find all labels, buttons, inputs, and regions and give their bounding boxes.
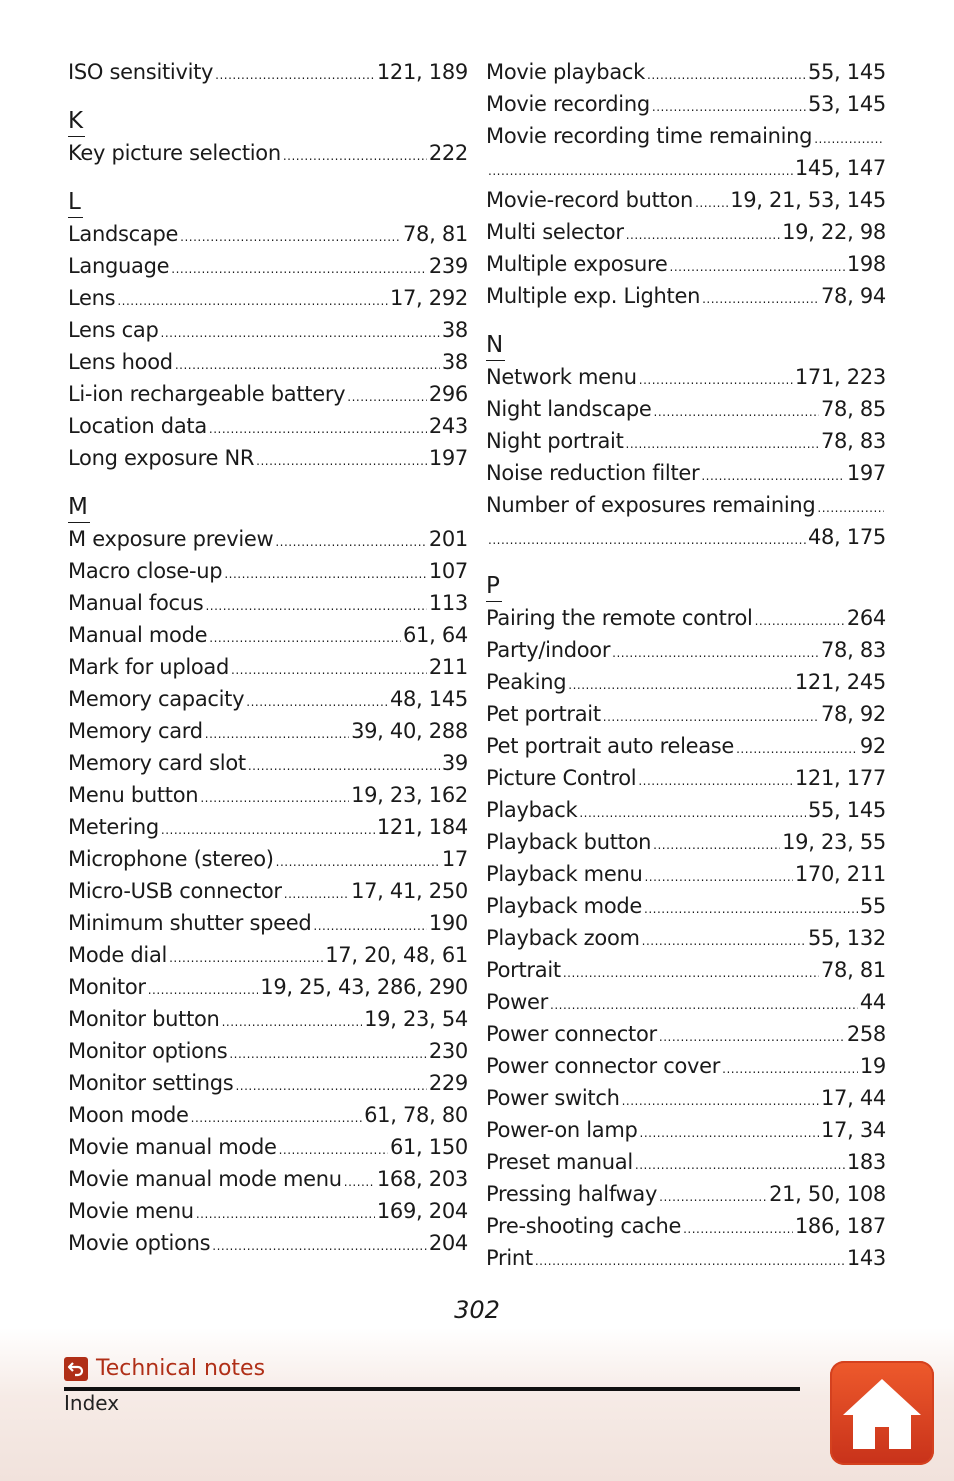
index-page-refs[interactable]: 61, 78, 80 [364, 1103, 468, 1127]
index-term: Moon mode [68, 1103, 189, 1127]
index-letter-label: K [68, 106, 85, 137]
index-entry-movie-options[interactable] [68, 1227, 468, 1259]
index-page-refs[interactable]: 17, 41, 250 [351, 879, 468, 903]
index-term: Microphone (stereo) [68, 847, 274, 871]
index-page-refs[interactable]: 55, 132 [807, 926, 886, 950]
page-number: 302 [454, 1296, 500, 1324]
index-term: Lens hood [68, 350, 173, 374]
index-page-refs[interactable]: 211 [428, 655, 468, 679]
dot-leader [196, 1198, 375, 1230]
index-term: Number of exposures remaining [486, 493, 816, 517]
index-letter-label: N [486, 330, 505, 361]
index-page-refs[interactable]: 61, 150 [389, 1135, 468, 1159]
dot-leader [535, 1245, 845, 1277]
index-term: Portrait [486, 958, 561, 982]
index-letter-heading [486, 553, 886, 602]
index-term: Macro close-up [68, 559, 223, 583]
index-entry-monitor[interactable] [68, 971, 468, 1003]
index-entry-long-exposure-nr[interactable] [68, 442, 468, 474]
index-entry-movie-menu[interactable] [68, 1195, 468, 1227]
index-term: Pairing the remote control [486, 606, 753, 630]
index-term: Movie manual mode [68, 1135, 277, 1159]
index-entry-portrait[interactable] [486, 954, 886, 986]
index-letter-heading [68, 169, 468, 218]
index-entry-continuation[interactable] [486, 152, 886, 184]
dot-leader [626, 219, 780, 251]
index-page-refs[interactable]: 183 [846, 1150, 886, 1174]
index-page-refs[interactable]: 55, 145 [807, 60, 886, 84]
dot-leader [276, 846, 440, 878]
index-entry-lens[interactable] [68, 282, 468, 314]
dot-leader [229, 1038, 426, 1070]
index-page-refs[interactable]: 38 [441, 318, 468, 342]
dot-leader [212, 1230, 427, 1262]
footer-divider [64, 1387, 800, 1391]
dot-leader [169, 942, 323, 974]
dot-leader [256, 445, 427, 477]
index-entry-li-ion-rechargeable-battery[interactable] [68, 378, 468, 410]
dot-leader [161, 814, 375, 846]
index-page-refs[interactable]: 222 [428, 141, 468, 165]
index-term: ISO sensitivity [68, 60, 214, 84]
index-page-refs[interactable]: 48, 175 [807, 525, 886, 549]
index-term: Manual mode [68, 623, 208, 647]
index-page-refs[interactable]: 121, 177 [794, 766, 886, 790]
home-icon [839, 1373, 925, 1453]
index-entry-night-landscape[interactable] [486, 393, 886, 425]
index-page-refs[interactable]: 19, 22, 98 [782, 220, 886, 244]
index-entry-movie-recording[interactable] [486, 88, 886, 120]
index-entry-movie-record-button[interactable] [486, 184, 886, 216]
index-entry-number-of-exposures-remaining[interactable] [486, 489, 886, 521]
index-term: Micro-USB connector [68, 879, 282, 903]
index-term: Menu button [68, 783, 199, 807]
index-term: Long exposure NR [68, 446, 255, 470]
index-entry-manual-focus[interactable] [68, 587, 468, 619]
index-letter-label: P [486, 571, 502, 602]
index-term: Pet portrait [486, 702, 601, 726]
index-term: Minimum shutter speed [68, 911, 312, 935]
dot-leader [235, 1070, 426, 1102]
index-entry-lens-hood[interactable] [68, 346, 468, 378]
index-entry-power-on-lamp[interactable] [486, 1114, 886, 1146]
index-page-refs[interactable]: 19, 21, 53, 145 [730, 188, 886, 212]
index-term: M exposure preview [68, 527, 274, 551]
dot-leader [622, 1085, 819, 1117]
index-entry-pet-portrait-auto-release[interactable] [486, 730, 886, 762]
index-letter-heading [486, 312, 886, 361]
index-page-refs[interactable]: 190 [428, 911, 468, 935]
index-entry-location-data[interactable] [68, 410, 468, 442]
index-entry-party-indoor[interactable] [486, 634, 886, 666]
index-entry-monitor-button[interactable] [68, 1003, 468, 1035]
dot-leader [488, 155, 793, 187]
index-entry-moon-mode[interactable] [68, 1099, 468, 1131]
index-page-refs[interactable]: 17, 44 [821, 1086, 886, 1110]
index-page-refs[interactable]: 121, 189 [376, 60, 468, 84]
index-entry-memory-capacity[interactable] [68, 683, 468, 715]
index-term: Memory capacity [68, 687, 245, 711]
dot-leader [550, 989, 858, 1021]
dot-leader [347, 381, 427, 413]
index-entry-microphone-stereo[interactable] [68, 843, 468, 875]
index-term: Power [486, 990, 548, 1014]
dot-leader [702, 283, 819, 315]
index-entry-monitor-settings[interactable] [68, 1067, 468, 1099]
index-entry-memory-card[interactable] [68, 715, 468, 747]
dot-leader [638, 765, 793, 797]
dot-leader [344, 1166, 375, 1198]
index-page-refs[interactable]: 17, 20, 48, 61 [325, 943, 468, 967]
dot-leader [670, 251, 845, 283]
index-entry-movie-recording-time-remaining[interactable] [486, 120, 886, 152]
index-term: Movie menu [68, 1199, 194, 1223]
current-page-label: Index [64, 1391, 120, 1415]
dot-leader [755, 605, 845, 637]
index-entry-power-switch[interactable] [486, 1082, 886, 1114]
index-term: Multiple exp. Lighten [486, 284, 701, 308]
index-page-refs[interactable]: 243 [428, 414, 468, 438]
dot-leader [171, 253, 427, 285]
index-entry-playback-button[interactable] [486, 826, 886, 858]
footer-background [0, 1328, 954, 1481]
index-term: Language [68, 254, 170, 278]
dot-leader [209, 413, 427, 445]
index-entry-pre-shooting-cache[interactable] [486, 1210, 886, 1242]
index-page-refs[interactable]: 38 [441, 350, 468, 374]
index-entry-peaking[interactable] [486, 666, 886, 698]
index-term: Noise reduction filter [486, 461, 700, 485]
dot-leader [148, 974, 259, 1006]
dot-leader [563, 957, 819, 989]
index-entry-preset-manual[interactable] [486, 1146, 886, 1178]
index-entry-language[interactable] [68, 250, 468, 282]
index-page-refs[interactable]: 168, 203 [376, 1167, 468, 1191]
index-page-refs[interactable]: 170, 211 [794, 862, 886, 886]
index-entry-minimum-shutter-speed[interactable] [68, 907, 468, 939]
index-term: Picture Control [486, 766, 637, 790]
index-term: Playback button [486, 830, 652, 854]
index-term: Li-ion rechargeable battery [68, 382, 346, 406]
dot-leader [654, 396, 819, 428]
index-term: Lens [68, 286, 116, 310]
index-term: Pet portrait auto release [486, 734, 735, 758]
index-entry-key-picture-selection[interactable] [68, 137, 468, 169]
index-term: Memory card [68, 719, 203, 743]
index-term: Pre-shooting cache [486, 1214, 682, 1238]
index-entry-iso-sensitivity[interactable] [68, 56, 468, 88]
index-term: Movie options [68, 1231, 211, 1255]
dot-leader [612, 637, 819, 669]
index-letter-heading [68, 474, 468, 523]
index-letter-label: M [68, 492, 90, 523]
dot-leader [205, 718, 349, 750]
index-term: Power-on lamp [486, 1118, 638, 1142]
index-entry-playback-zoom[interactable] [486, 922, 886, 954]
index-term: Location data [68, 414, 207, 438]
index-page-refs[interactable]: 48, 145 [389, 687, 468, 711]
index-entry-power-connector-cover[interactable] [486, 1050, 886, 1082]
index-term: Power connector [486, 1022, 657, 1046]
index-entry-multiple-exp-lighten[interactable] [486, 280, 886, 312]
index-page-refs[interactable]: 78, 81 [821, 958, 886, 982]
index-term: Party/indoor [486, 638, 611, 662]
dot-leader [248, 750, 440, 782]
index-term: Preset manual [486, 1150, 633, 1174]
index-entry-playback-menu[interactable] [486, 858, 886, 890]
dot-leader [642, 925, 806, 957]
index-entry-pet-portrait[interactable] [486, 698, 886, 730]
index-page-refs[interactable]: 39, 40, 288 [351, 719, 468, 743]
index-term: Multi selector [486, 220, 624, 244]
dot-leader [653, 829, 780, 861]
index-page-refs[interactable]: 197 [428, 446, 468, 470]
index-page-refs[interactable]: 169, 204 [376, 1199, 468, 1223]
index-term: Monitor button [68, 1007, 220, 1031]
index-term: Mark for upload [68, 655, 230, 679]
dot-leader [817, 492, 884, 524]
index-page-refs[interactable]: 121, 184 [376, 815, 468, 839]
section-link[interactable] [64, 1356, 265, 1381]
index-page-refs[interactable]: 230 [428, 1039, 468, 1063]
dot-leader [117, 285, 388, 317]
index-page-refs[interactable]: 296 [428, 382, 468, 406]
index-entry-micro-usb-connector[interactable] [68, 875, 468, 907]
index-term: Landscape [68, 222, 179, 246]
dot-leader [647, 59, 806, 91]
index-entry-lens-cap[interactable] [68, 314, 468, 346]
index-term: Monitor options [68, 1039, 228, 1063]
index-entry-pressing-halfway[interactable] [486, 1178, 886, 1210]
index-entry-mark-for-upload[interactable] [68, 651, 468, 683]
dot-leader [659, 1181, 767, 1213]
index-term: Peaking [486, 670, 567, 694]
index-term: Metering [68, 815, 159, 839]
index-entry-movie-manual-mode-menu[interactable] [68, 1163, 468, 1195]
index-page-refs[interactable]: 55, 145 [807, 798, 886, 822]
index-entry-movie-manual-mode[interactable] [68, 1131, 468, 1163]
dot-leader [224, 558, 426, 590]
dot-leader [722, 1053, 858, 1085]
dot-leader [701, 460, 844, 492]
index-term: Multiple exposure [486, 252, 668, 276]
index-entry-multi-selector[interactable] [486, 216, 886, 248]
index-page-refs[interactable]: 239 [428, 254, 468, 278]
index-page-refs[interactable]: 78, 81 [403, 222, 468, 246]
index-entry-noise-reduction-filter[interactable] [486, 457, 886, 489]
index-term: Power switch [486, 1086, 620, 1110]
index-letter-label: L [68, 187, 83, 218]
index-entry-power[interactable] [486, 986, 886, 1018]
index-page-refs[interactable]: 198 [846, 252, 886, 276]
dot-leader [683, 1213, 793, 1245]
index-page-refs[interactable]: 197 [846, 461, 886, 485]
dot-leader [814, 123, 884, 155]
index-page-refs[interactable]: 17, 34 [821, 1118, 886, 1142]
index-page-refs[interactable]: 78, 92 [821, 702, 886, 726]
index-term: Playback zoom [486, 926, 640, 950]
index-entry-playback-mode[interactable] [486, 890, 886, 922]
dot-leader [652, 91, 806, 123]
index-term: Manual focus [68, 591, 204, 615]
index-entry-landscape[interactable] [68, 218, 468, 250]
index-entry-metering[interactable] [68, 811, 468, 843]
index-term: Playback mode [486, 894, 643, 918]
dot-leader [313, 910, 426, 942]
index-entry-print[interactable] [486, 1242, 886, 1274]
index-page-refs[interactable]: 78, 94 [821, 284, 886, 308]
index-page-refs[interactable]: 186, 187 [794, 1214, 886, 1238]
index-entry-power-connector[interactable] [486, 1018, 886, 1050]
index-page-refs[interactable]: 171, 223 [794, 365, 886, 389]
dot-leader [215, 59, 375, 91]
index-page-refs[interactable]: 44 [859, 990, 886, 1014]
index-page-refs[interactable]: 55 [859, 894, 886, 918]
index-page-refs[interactable]: 145, 147 [794, 156, 886, 180]
dot-leader [161, 317, 440, 349]
index-page-refs[interactable]: 264 [846, 606, 886, 630]
index-page-refs[interactable]: 113 [428, 591, 468, 615]
index-entry-continuation[interactable] [486, 521, 886, 553]
dot-leader [191, 1102, 362, 1134]
dot-leader [568, 669, 793, 701]
index-entry-night-portrait[interactable] [486, 425, 886, 457]
dot-leader [644, 893, 858, 925]
dot-leader [644, 861, 792, 893]
dot-leader [736, 733, 858, 765]
index-term: Monitor [68, 975, 146, 999]
index-page-refs[interactable]: 19 [859, 1054, 886, 1078]
dot-leader [205, 590, 426, 622]
index-term: Playback menu [486, 862, 643, 886]
index-term: Power connector cover [486, 1054, 721, 1078]
index-term: Movie-record button [486, 188, 694, 212]
index-page-refs[interactable]: 92 [859, 734, 886, 758]
dot-leader [222, 1006, 363, 1038]
index-entry-menu-button[interactable] [68, 779, 468, 811]
index-page-refs[interactable]: 229 [428, 1071, 468, 1095]
index-page-refs[interactable]: 19, 23, 55 [782, 830, 886, 854]
dot-leader [275, 526, 426, 558]
index-entry-movie-playback[interactable] [486, 56, 886, 88]
dot-leader [659, 1021, 845, 1053]
index-term: Print [486, 1246, 533, 1270]
index-term: Network menu [486, 365, 637, 389]
dot-leader [246, 686, 388, 718]
index-page-refs[interactable]: 17, 292 [389, 286, 468, 310]
index-page-refs[interactable]: 258 [846, 1022, 886, 1046]
index-term: Playback [486, 798, 578, 822]
index-term: Movie recording time remaining [486, 124, 813, 148]
index-page-refs[interactable]: 107 [428, 559, 468, 583]
dot-leader [175, 349, 440, 381]
index-term: Pressing halfway [486, 1182, 658, 1206]
dot-leader [180, 221, 401, 253]
index-term: Movie recording [486, 92, 650, 116]
dot-leader [200, 782, 349, 814]
index-entry-monitor-options[interactable] [68, 1035, 468, 1067]
dot-leader [640, 1117, 819, 1149]
index-entry-memory-card-slot[interactable] [68, 747, 468, 779]
index-entry-manual-mode[interactable] [68, 619, 468, 651]
dot-leader [284, 878, 349, 910]
index-page-refs[interactable]: 19, 25, 43, 286, 290 [260, 975, 468, 999]
index-page-refs[interactable]: 143 [846, 1246, 886, 1270]
index-letter-heading [68, 88, 468, 137]
index-page-refs[interactable]: 17 [441, 847, 468, 871]
dot-leader [283, 140, 427, 172]
index-page-refs[interactable]: 39 [441, 751, 468, 775]
index-entry-macro-close-up[interactable] [68, 555, 468, 587]
dot-leader [626, 428, 819, 460]
index-column-left [68, 56, 468, 1259]
dot-leader [579, 797, 806, 829]
dot-leader [695, 187, 728, 219]
index-page-refs[interactable]: 204 [428, 1231, 468, 1255]
index-entry-multiple-exposure[interactable] [486, 248, 886, 280]
index-term: Movie playback [486, 60, 645, 84]
index-page-refs[interactable]: 78, 85 [821, 397, 886, 421]
index-page-refs[interactable]: 53, 145 [807, 92, 886, 116]
return-arrow-icon [64, 1357, 88, 1381]
home-button[interactable] [830, 1361, 934, 1465]
dot-leader [603, 701, 819, 733]
index-term: Movie manual mode menu [68, 1167, 342, 1191]
index-term: Key picture selection [68, 141, 281, 165]
index-page-refs[interactable]: 19, 23, 54 [364, 1007, 468, 1031]
index-page-refs[interactable]: 121, 245 [794, 670, 886, 694]
dot-leader [635, 1149, 845, 1181]
index-page-refs[interactable]: 61, 64 [403, 623, 468, 647]
dot-leader [231, 654, 427, 686]
index-entry-mode-dial[interactable] [68, 939, 468, 971]
index-term: Night landscape [486, 397, 652, 421]
index-entry-network-menu[interactable] [486, 361, 886, 393]
index-page-refs[interactable]: 21, 50, 108 [769, 1182, 886, 1206]
dot-leader [209, 622, 401, 654]
dot-leader [639, 364, 793, 396]
index-term: Night portrait [486, 429, 624, 453]
section-link-label[interactable]: Technical notes [96, 1356, 266, 1381]
index-page-refs[interactable]: 78, 83 [821, 429, 886, 453]
index-term: Memory card slot [68, 751, 246, 775]
index-entry-pairing-the-remote-control[interactable] [486, 602, 886, 634]
index-term: Monitor settings [68, 1071, 234, 1095]
index-term: Lens cap [68, 318, 159, 342]
index-column-right [486, 56, 886, 1274]
index-entry-m-exposure-preview[interactable] [68, 523, 468, 555]
index-entry-picture-control[interactable] [486, 762, 886, 794]
index-page-refs[interactable]: 201 [428, 527, 468, 551]
index-term: Mode dial [68, 943, 168, 967]
index-entry-playback[interactable] [486, 794, 886, 826]
index-page-refs[interactable]: 78, 83 [821, 638, 886, 662]
dot-leader [279, 1134, 388, 1166]
dot-leader [488, 524, 806, 556]
index-page-refs[interactable]: 19, 23, 162 [351, 783, 468, 807]
